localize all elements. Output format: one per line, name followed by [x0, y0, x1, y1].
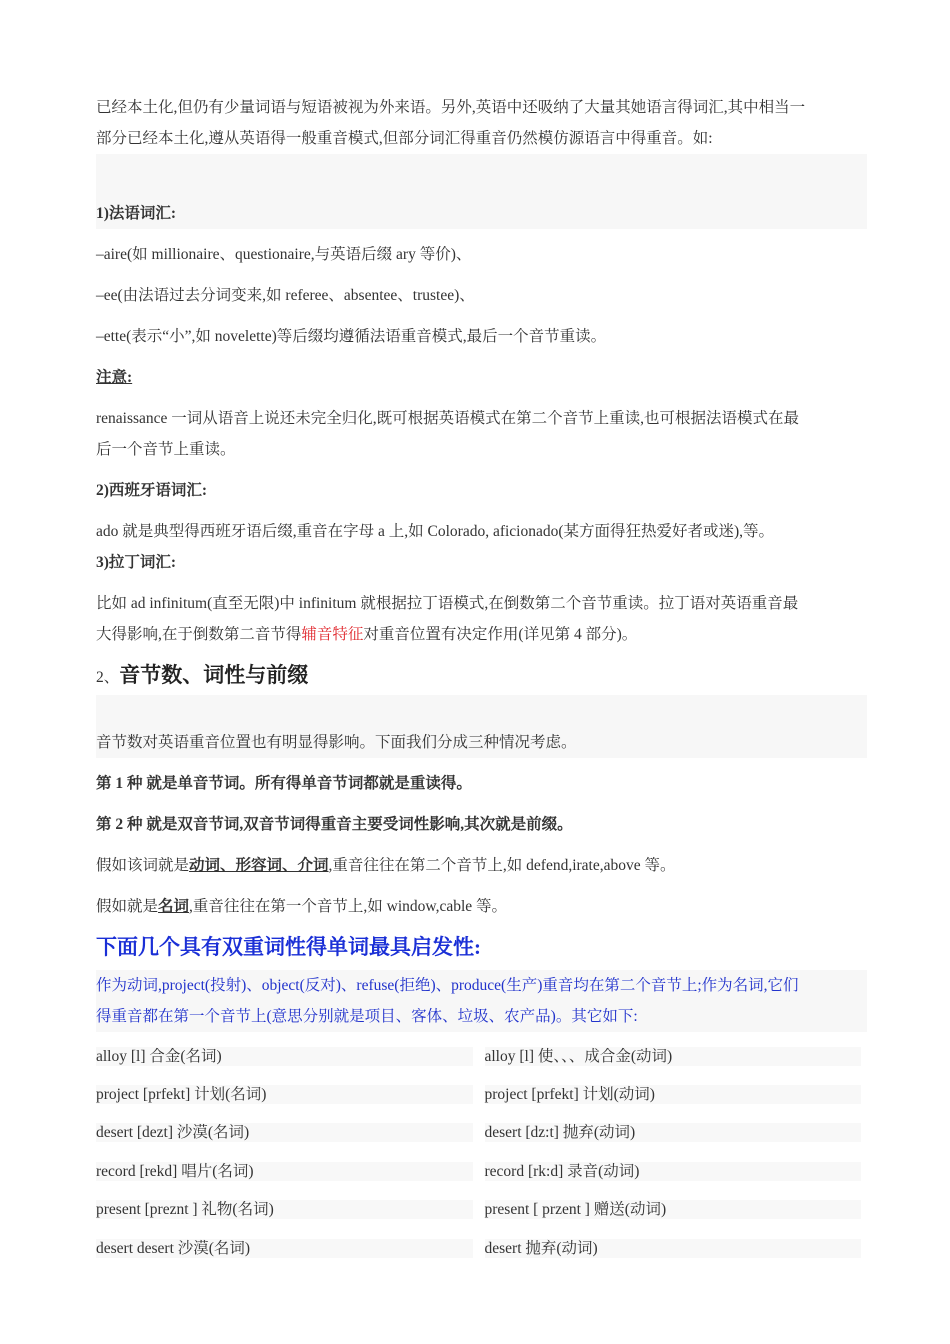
latin-line-2-after: 对重音位置有决定作用(详见第 4 部分)。 — [363, 626, 638, 643]
verb-entry: record [rk:d] 录音(动词) — [485, 1162, 862, 1181]
word-table — [90, 1037, 867, 1267]
section-2-title: 音节数、词性与前缀 — [119, 663, 309, 687]
dual-line-1: 作为动词,project(投射)、object(反对)、refuse(拒绝)、produce(生产)重音均在第二个音节上;作为名词,它们 — [96, 970, 867, 1001]
french-ette: –ette(表示“小”,如 novelette)等后缀均遵循法语重音模式,最后一个音节重读。 — [96, 328, 607, 345]
noun-cell — [90, 1114, 479, 1152]
verb-cell — [479, 1037, 868, 1075]
noun-rule-after: ,重音往往在第一个音节上,如 window,cable 等。 — [189, 898, 508, 915]
noun-entry: desert desert 沙漠(名词) — [96, 1239, 473, 1258]
noun-entry: desert [dezt] 沙漠(名词) — [96, 1123, 473, 1142]
note-line-2: 后一个音节上重读。 — [96, 441, 236, 458]
verb-adj-prep-highlight: 动词、形容词、介词 — [189, 857, 329, 874]
noun-cell — [90, 1229, 479, 1267]
noun-rule-text — [96, 891, 867, 922]
french-aire: –aire(如 millionaire、questionaire,与英语后缀 ary 等价)、 — [96, 246, 472, 263]
verb-cell — [479, 1191, 868, 1229]
table-row — [90, 1037, 867, 1075]
verb-cell — [479, 1075, 868, 1113]
verb-entry: desert [dz:t] 抛弃(动词) — [485, 1123, 862, 1142]
spanish-text: ado 就是典型得西班牙语后缀,重音在字母 a 上,如 Colorado, aficionado(某方面得狂热爱好者或迷),等。 — [96, 523, 775, 540]
noun-entry: present [preznt ] 礼物(名词) — [96, 1200, 473, 1219]
dual-heading: 下面几个具有双重词性得单词最具启发性: — [96, 935, 481, 959]
section-2-heading — [96, 658, 867, 695]
verb-rule-text — [96, 850, 867, 881]
noun-cell — [90, 1037, 479, 1075]
spacer-block — [96, 154, 867, 198]
verb-cell — [479, 1152, 868, 1190]
noun-entry: alloy [l] 合金(名词) — [96, 1047, 473, 1066]
noun-cell — [90, 1152, 479, 1190]
latin-line-2-before: 大得影响,在于倒数第二音节得 — [96, 626, 302, 643]
table-row — [90, 1114, 867, 1152]
table-row — [90, 1191, 867, 1229]
table-row — [90, 1229, 867, 1267]
spanish-heading: 2)西班牙语词汇: — [96, 482, 208, 499]
noun-rule-before: 假如就是 — [96, 898, 159, 915]
document-content — [96, 92, 867, 1267]
verb-rule-before: 假如该词就是 — [96, 857, 190, 874]
verb-cell — [479, 1229, 868, 1267]
table-row — [90, 1075, 867, 1113]
intro-line-1: 已经本土化,但仍有少量词语与短语被视为外来语。另外,英语中还吸纳了大量其她语言得词汇,其中相当一 — [96, 99, 806, 116]
verb-entry: desert 抛弃(动词) — [485, 1239, 862, 1258]
noun-entry: record [rekd] 唱片(名词) — [96, 1162, 473, 1181]
note-heading: 注意: — [96, 369, 133, 386]
syllable-intro: 音节数对英语重音位置也有明显得影响。下面我们分成三种情况考虑。 — [96, 727, 867, 758]
verb-rule-after: ,重音往往在第二个音节上,如 defend,irate,above 等。 — [328, 857, 676, 874]
type-1-text: 第 1 种 就是单音节词。所有得单音节词都就是重读得。 — [96, 775, 472, 792]
type-2-text: 第 2 种 就是双音节词,双音节词得重音主要受词性影响,其次就是前缀。 — [96, 816, 573, 833]
dual-line-2: 得重音都在第一个音节上(意思分别就是项目、客体、垃圾、农产品)。其它如下: — [96, 1001, 867, 1032]
verb-entry: alloy [l] 使、、、成合金(动词) — [485, 1047, 862, 1066]
latin-heading: 3)拉丁词汇: — [96, 554, 177, 571]
section-2-number: 2、 — [96, 669, 120, 686]
verb-entry: project [prfekt] 计划(动词) — [485, 1085, 862, 1104]
verb-cell — [479, 1114, 868, 1152]
french-ee: –ee(由法语过去分词变来,如 referee、absentee、trustee)、 — [96, 287, 475, 304]
table-row — [90, 1152, 867, 1190]
noun-cell — [90, 1191, 479, 1229]
noun-cell — [90, 1075, 479, 1113]
french-heading: 1)法语词汇: — [96, 198, 867, 229]
word-table-body — [90, 1037, 867, 1267]
spacer-block — [96, 695, 867, 727]
latin-line-2 — [96, 619, 867, 650]
note-line-1: renaissance 一词从语音上说还未完全归化,既可根据英语模式在第二个音节上重读,也可根据法语模式在最 — [96, 410, 800, 427]
intro-line-2: 部分已经本土化,遵从英语得一般重音模式,但部分词汇得重音仍然模仿源语言中得重音。如: — [96, 130, 713, 147]
consonant-feature-highlight: 辅音特征 — [301, 626, 364, 643]
verb-entry: present [ przent ] 赠送(动词) — [485, 1200, 862, 1219]
noun-highlight: 名词 — [158, 898, 190, 915]
noun-entry: project [prfekt] 计划(名词) — [96, 1085, 473, 1104]
latin-line-1: 比如 ad infinitum(直至无限)中 infinitum 就根据拉丁语模式,在倒数第二个音节重读。拉丁语对英语重音最 — [96, 595, 799, 612]
